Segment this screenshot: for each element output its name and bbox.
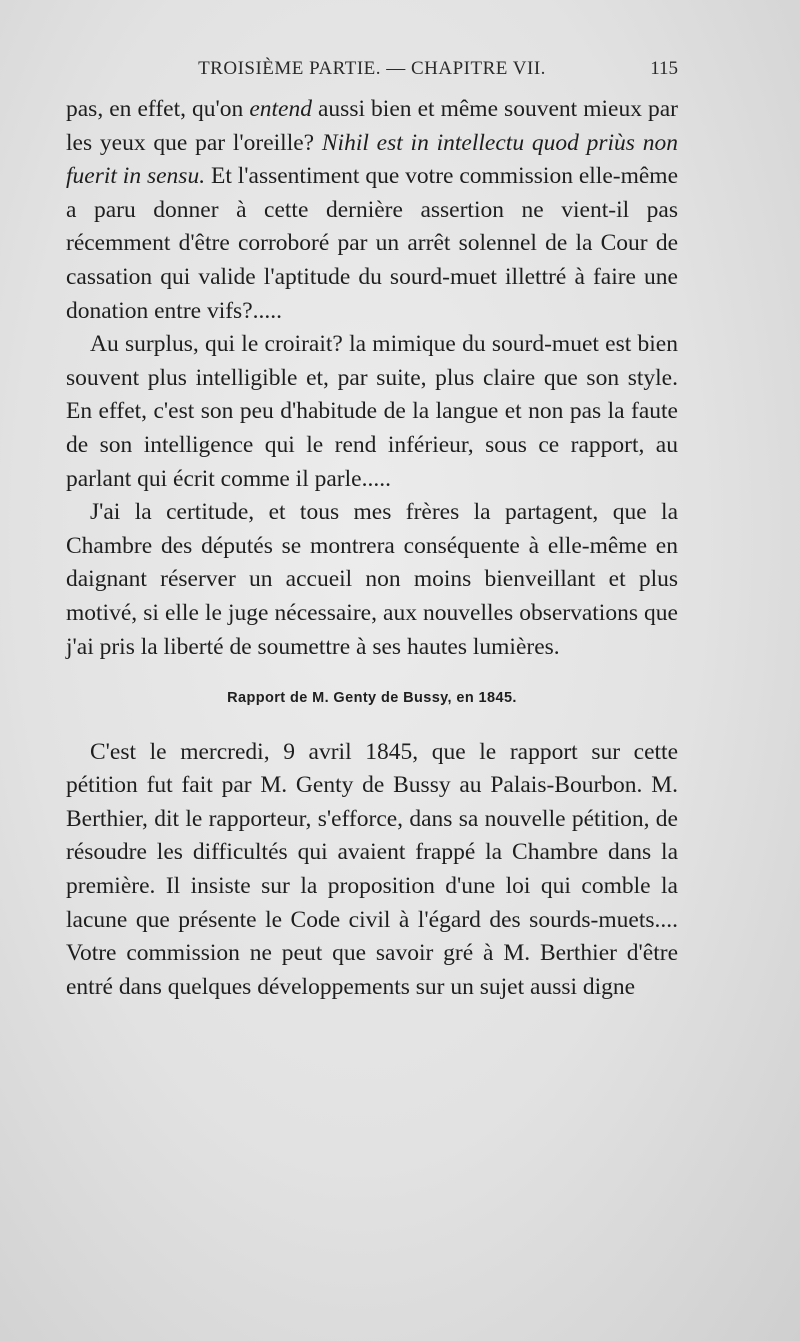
page-header (66, 58, 678, 90)
section-heading: Rapport de M. Genty de Bussy, en 1845. (227, 690, 517, 707)
latin-quote: Nihil est in intellectu quod priùs non fuerit in sensu. (66, 129, 678, 190)
running-title: TROISIÈME PARTIE. — CHAPITRE VII. (198, 58, 546, 79)
paragraph-1 (66, 93, 678, 328)
paragraph-4: C'est le mercredi, 9 avril 1845, que le rapport sur cette pétition fut fait par M. Genty de Bussy au Palais-Bourbon. M. Berthier, dit le rapporteur, s'efforce, dans sa nouvelle pétition, de résoudre les difficultés qui avaient frappé la Chambre dans la première. Il insiste sur la proposition d'une loi qui comble la lacune que présente le Code civil à l'égard des sourds-muets.... Votre commission ne peut que savoir gré à M. Berthier d'être entré dans quelques développements sur un sujet aussi digne (66, 738, 678, 1000)
paragraph-2: Au surplus, qui le croirait? la mimique du sourd-muet est bien souvent plus intelligible et, par suite, plus claire que son style. En effet, c'est son peu d'habitude de la langue et non pas la faute de son intelligence qui le rend inférieur, sous ce rapport, au parlant qui écrit comme il parle..... (66, 331, 678, 492)
text-run: pas, en effet, qu'on (66, 96, 250, 122)
italic-word: entend (249, 96, 312, 122)
page-number: 115 (650, 58, 678, 79)
paragraph-3: J'ai la certitude, et tous mes frères la partagent, que la Chambre des députés se montrera conséquente à elle-même en daignant réserver un accueil non moins bienveillant et plus motivé, si elle le juge nécessaire, aux nouvelles observations que j'ai pris la liberté de soumettre à ses hautes lumières. (66, 499, 678, 660)
body-text (66, 93, 678, 1004)
text-run: Et l'assentiment que votre commission elle-même a paru donner à cette dernière assertion ne vient-il pas récemment d'être corroboré par un arrêt solennel de la Cour de cassation qui valide l'aptitude du sourd-muet illettré à faire une donation entre vifs?..... (66, 163, 678, 324)
text-run: aussi bien et même souvent mieux par les yeux que par l'oreille? (66, 96, 678, 156)
